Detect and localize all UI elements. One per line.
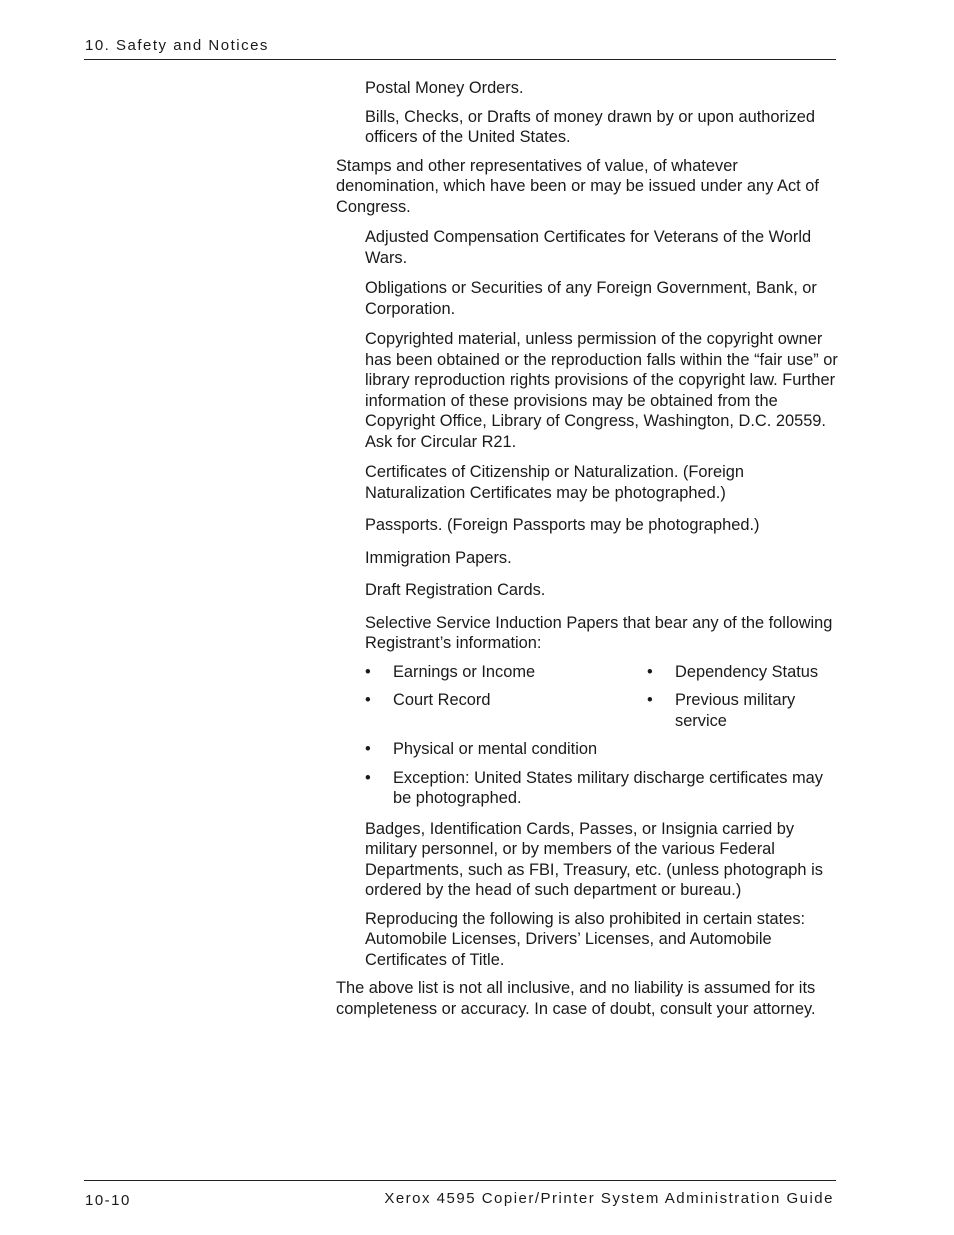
item-stamps: Stamps and other representatives of value, of whatever denomination, which have been or may be issued under any Act of Congress. <box>336 156 819 216</box>
item-badges: Badges, Identification Cards, Passes, or Insignia carried by military personnel, or by members of the various Federal Departments, such as FBI, Treasury, etc. (unless photograph is ordered by the head of such department or bureau.) <box>365 819 823 899</box>
bullet-item <box>365 662 647 683</box>
bullet-item <box>647 662 837 683</box>
bullet-item <box>365 739 841 760</box>
item-reproducing-prohibited: Reproducing the following is also prohibited in certain states: Automobile Licenses, Drivers’ Licenses, and Automobile Certificates of Title. <box>365 909 806 969</box>
bullet-row <box>365 690 841 731</box>
footer-rule <box>84 1180 836 1181</box>
bullet-court-record: Court Record <box>393 691 491 709</box>
registrant-info-list <box>365 662 841 809</box>
bullet-symbol: • <box>365 768 371 787</box>
bullet-item <box>365 768 841 809</box>
item-selective-service: Selective Service Induction Papers that bear any of the following Registrant’s information: <box>365 613 833 652</box>
item-passports: Passports. (Foreign Passports may be photographed.) <box>365 516 760 534</box>
bullet-symbol: • <box>365 691 371 709</box>
bullet-military-service: Previous military service <box>675 691 796 730</box>
header-rule <box>84 59 836 60</box>
item-obligations: Obligations or Securities of any Foreign Government, Bank, or Corporation. <box>365 279 817 318</box>
item-immigration: Immigration Papers. <box>365 548 512 567</box>
bullet-symbol: • <box>647 662 653 681</box>
item-postal-money-orders: Postal Money Orders. <box>365 79 524 97</box>
item-copyrighted-material: Copyrighted material, unless permission of the copyright owner has been obtained or the reproduction falls within the “fair use” or library reproduction rights provisions of the copyright law. Further information of these provisions may be obtained from the Copyright Office, Library of Congress, Washington, D.C. 20559. Ask for Circular R21. <box>365 330 838 451</box>
bullet-item <box>365 690 647 731</box>
bullet-symbol: • <box>365 740 371 758</box>
item-adjusted-compensation: Adjusted Compensation Certificates for Veterans of the World Wars. <box>365 228 812 267</box>
page-number: 10-10 <box>85 1192 131 1209</box>
bullet-item <box>647 690 837 731</box>
bullet-earnings: Earnings or Income <box>393 662 536 681</box>
item-bills-checks: Bills, Checks, or Drafts of money drawn by or upon authorized officers of the United States. <box>365 107 816 146</box>
disclaimer: The above list is not all inclusive, and no liability is assumed for its completeness or accuracy. In case of doubt, consult your attorney. <box>336 979 816 1018</box>
bullet-exception: Exception: United States military discharge certificates may be photographed. <box>393 768 823 807</box>
bullet-dependency: Dependency Status <box>675 662 819 681</box>
guide-title: Xerox 4595 Copier/Printer System Administration Guide <box>384 1190 834 1207</box>
item-citizenship: Certificates of Citizenship or Naturalization. (Foreign Naturalization Certificates may be photographed.) <box>365 463 744 502</box>
page-content <box>336 78 841 1019</box>
running-header: 10. Safety and Notices <box>85 37 269 54</box>
item-draft-cards: Draft Registration Cards. <box>365 581 546 599</box>
bullet-physical-condition: Physical or mental condition <box>393 740 598 758</box>
bullet-symbol: • <box>365 662 371 681</box>
bullet-row <box>365 662 841 683</box>
bullet-symbol: • <box>647 691 653 709</box>
